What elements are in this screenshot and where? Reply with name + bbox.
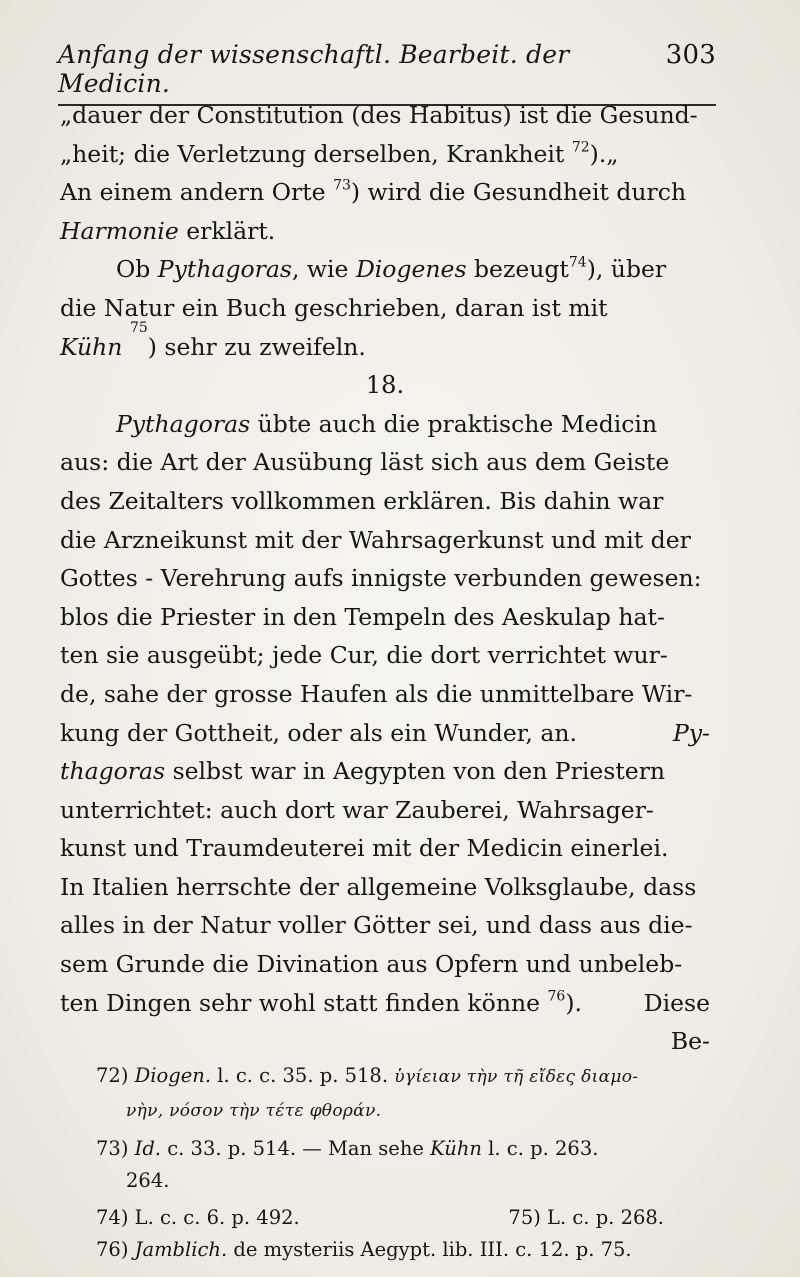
footnote-ref: 74 xyxy=(568,254,587,271)
text-line xyxy=(60,559,710,598)
text-line xyxy=(60,868,710,907)
text-line xyxy=(60,636,710,675)
footnote-74: 74) L. c. c. 6. p. 492. xyxy=(96,1206,300,1229)
line-text: kung der Gottheit, oder als ein Wunder, an. xyxy=(60,718,577,747)
line-text: In Italien herrschte der allgemeine Volksglaube, dass xyxy=(60,872,697,901)
text-line xyxy=(60,752,710,791)
line-text: aus: die Art der Ausübung läst sich aus dem Geiste xyxy=(60,448,670,477)
line-text: unterrichtet: auch dort war Zauberei, Wahrsager- xyxy=(60,795,654,824)
emphasis: Harmonie xyxy=(60,216,179,245)
text-line xyxy=(60,945,710,984)
text-line xyxy=(60,714,710,753)
footnote-74-75 xyxy=(96,1202,724,1234)
text-line xyxy=(60,135,710,174)
text-line xyxy=(60,906,710,945)
text-line xyxy=(60,173,710,212)
text-line xyxy=(60,319,710,367)
line-text: thagoras selbst war in Aegypten von den Priestern xyxy=(60,757,666,786)
line-text: „dauer der Constitution (des Habitus) ist die Gesund- xyxy=(60,101,698,129)
line-text: sem Grunde die Divination aus Opfern und unbeleb- xyxy=(60,950,683,979)
text-line xyxy=(60,791,710,830)
line-text: „heit; die Verletzung derselben, Krankheit $^{72}$).„ xyxy=(60,139,619,168)
greek-quote: ὑγίειαν τὴν τῆ εἴδες διαμο- xyxy=(394,1067,639,1087)
text-line xyxy=(60,443,710,482)
line-text: des Zeitalters vollkommen erklären. Bis dahin war xyxy=(60,486,664,515)
line-text: An einem andern Orte $^{73}$) wird die Gesundheit durch xyxy=(60,177,687,207)
footnote-76: 76) Jamblich. de mysteriis Aegypt. lib. III. c. 12. p. 75. xyxy=(96,1237,632,1261)
line-text: blos die Priester in den Tempeln des Aeskulap hat- xyxy=(60,602,665,631)
running-title: Anfang der wissenschaftl. Bearbeit. der Medicin. xyxy=(58,40,570,98)
line-text: de, sahe der grosse Haufen als die unmittelbare Wir- xyxy=(60,679,693,708)
footnote-ref: 75 xyxy=(129,319,148,336)
emphasis: Kühn xyxy=(60,332,123,361)
footnote-73: 73) Id. c. 33. p. 514. — Man sehe Kühn l. c. p. 263. xyxy=(96,1137,599,1160)
line-text: die Arzneikunst mit der Wahrsagerkunst und mit der xyxy=(60,525,691,554)
greek-quote: νὴν, νόσον τὴν τέτε φθοράν. xyxy=(126,1100,382,1121)
emphasis: Py- xyxy=(672,718,710,747)
line-text: ten Dingen sehr wohl statt finden könne $^{76}$). xyxy=(60,988,582,1017)
footnote-ref: 72 xyxy=(571,139,590,156)
page-number: 303 xyxy=(665,40,716,70)
footnote-72: 72) Diogen. l. c. c. 35. p. 518. ὑγίειαν τὴν τῆ εἴδες διαμο- xyxy=(96,1064,639,1087)
text-line xyxy=(60,289,710,328)
footnotes xyxy=(96,1060,724,1265)
main-text xyxy=(60,96,710,1061)
line-text: Ob Pythagoras, wie Diogenes bezeugt$^{74}$), über xyxy=(116,254,667,284)
line-text: alles in der Natur voller Götter sei, und dass aus die- xyxy=(60,911,693,940)
section-number: 18. xyxy=(365,371,405,400)
line-text: erklärt. xyxy=(186,216,276,245)
footnote-ref: 76 xyxy=(547,988,566,1005)
text-line xyxy=(60,829,710,868)
text-line xyxy=(60,598,710,637)
footnote-72-cont xyxy=(96,1094,724,1128)
text-line xyxy=(60,984,710,1023)
line-text: Pythagoras übte auch die praktische Medicin xyxy=(116,409,658,438)
line-text: Gottes - Verehrung aufs innigste verbunden gewesen: xyxy=(60,564,702,593)
footnote-ref: 73 xyxy=(333,177,351,194)
line-text: kunst und Traumdeuterei mit der Medicin einerlei. xyxy=(60,834,669,863)
text-line xyxy=(60,482,710,521)
catchword-line xyxy=(60,1022,710,1061)
line-text: Diese xyxy=(643,988,710,1017)
footnote-73-cont: 264. xyxy=(126,1168,170,1192)
line-text: ten sie ausgeübt; jede Cur, die dort verrichtet wur- xyxy=(60,641,668,670)
text-line xyxy=(60,405,710,444)
footnote-75: 75) L. c. p. 268. xyxy=(508,1206,664,1229)
catchword: Be- xyxy=(670,1027,710,1056)
text-line xyxy=(60,96,710,135)
text-line xyxy=(60,212,710,251)
line-text: ) sehr zu zweifeln. xyxy=(147,332,366,361)
text-line xyxy=(60,250,710,289)
line-text: die Natur ein Buch geschrieben, daran ist mit xyxy=(60,293,608,322)
text-line xyxy=(60,521,710,560)
text-line xyxy=(60,675,710,714)
